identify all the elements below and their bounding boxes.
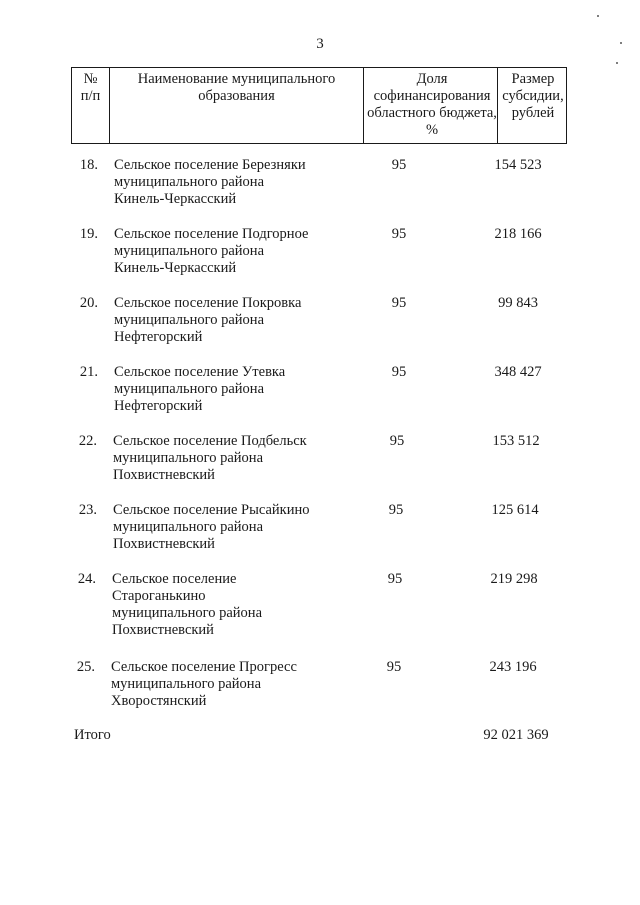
row-number: 19.	[79, 226, 98, 242]
row-share: 95	[391, 364, 407, 380]
row-amount: 219 298	[490, 571, 538, 587]
row-name-line: муниципального района	[114, 174, 264, 190]
row-name-line: муниципального района	[114, 243, 264, 259]
row-name-line: Кинель-Черкасский	[114, 260, 237, 276]
row-name-line: муниципального района	[113, 519, 263, 535]
header-name: Наименование муниципального образования	[110, 68, 364, 144]
table-header-row	[72, 68, 567, 144]
scan-speck	[597, 15, 599, 17]
row-share: 95	[391, 295, 407, 311]
row-name-line: Сельское поселение Березняки	[114, 157, 306, 173]
row-municipality-name	[114, 295, 344, 346]
row-municipality-name	[114, 364, 344, 415]
scan-speck	[616, 62, 618, 64]
row-amount: 99 843	[498, 295, 538, 311]
row-municipality-name	[111, 659, 341, 710]
row-share: 95	[391, 226, 407, 242]
row-name-line: муниципального района	[114, 381, 264, 397]
row-number: 21.	[79, 364, 98, 380]
row-name-line: муниципального района	[111, 676, 261, 692]
row-name-line: Сельское поселение Подгорное	[114, 226, 309, 242]
row-name-line: Сельское поселение	[112, 571, 237, 587]
row-name-line: муниципального района	[114, 312, 264, 328]
row-number: 20.	[79, 295, 98, 311]
row-municipality-name	[112, 571, 342, 639]
row-amount: 125 614	[491, 502, 539, 518]
row-name-line: Похвистневский	[113, 467, 215, 483]
row-share: 95	[386, 659, 402, 675]
row-name-line: Нефтегорский	[114, 329, 203, 345]
row-number: 22.	[78, 433, 97, 449]
row-name-line: Нефтегорский	[114, 398, 203, 414]
row-municipality-name	[113, 433, 343, 484]
table-header	[71, 67, 567, 144]
total-amount: 92 021 369	[483, 727, 549, 743]
row-amount: 348 427	[494, 364, 542, 380]
row-name-line: муниципального района	[112, 605, 262, 621]
header-number: № п/п	[72, 68, 110, 144]
row-share: 95	[387, 571, 403, 587]
row-share: 95	[388, 502, 404, 518]
row-amount: 153 512	[492, 433, 540, 449]
header-amount: Размер субсидии, рублей	[498, 68, 567, 144]
total-label: Итого	[74, 727, 111, 743]
row-name-line: Сельское поселение Прогресс	[111, 659, 297, 675]
row-name-line: муниципального района	[113, 450, 263, 466]
row-name-line: Сельское поселение Подбельск	[113, 433, 307, 449]
row-name-line: Хворостянский	[111, 693, 207, 709]
page-number: 3	[316, 36, 324, 52]
row-amount: 243 196	[489, 659, 537, 675]
row-name-line: Похвистневский	[112, 622, 214, 638]
scan-speck	[620, 42, 622, 44]
row-number: 24.	[77, 571, 96, 587]
row-municipality-name	[114, 226, 344, 277]
row-amount: 154 523	[494, 157, 542, 173]
row-amount: 218 166	[494, 226, 542, 242]
row-number: 25.	[76, 659, 95, 675]
row-name-line: Сельское поселение Рысайкино	[113, 502, 310, 518]
row-number: 23.	[78, 502, 97, 518]
row-name-line: Похвистневский	[113, 536, 215, 552]
row-number: 18.	[79, 157, 98, 173]
row-share: 95	[391, 157, 407, 173]
row-municipality-name	[113, 502, 343, 553]
row-share: 95	[389, 433, 405, 449]
row-name-line: Староганькино	[112, 588, 206, 604]
row-municipality-name	[114, 157, 344, 208]
row-name-line: Сельское поселение Покровка	[114, 295, 302, 311]
row-name-line: Кинель-Черкасский	[114, 191, 237, 207]
row-name-line: Сельское поселение Утевка	[114, 364, 286, 380]
header-share: Доля софинансирования областного бюджета, %	[364, 68, 498, 144]
